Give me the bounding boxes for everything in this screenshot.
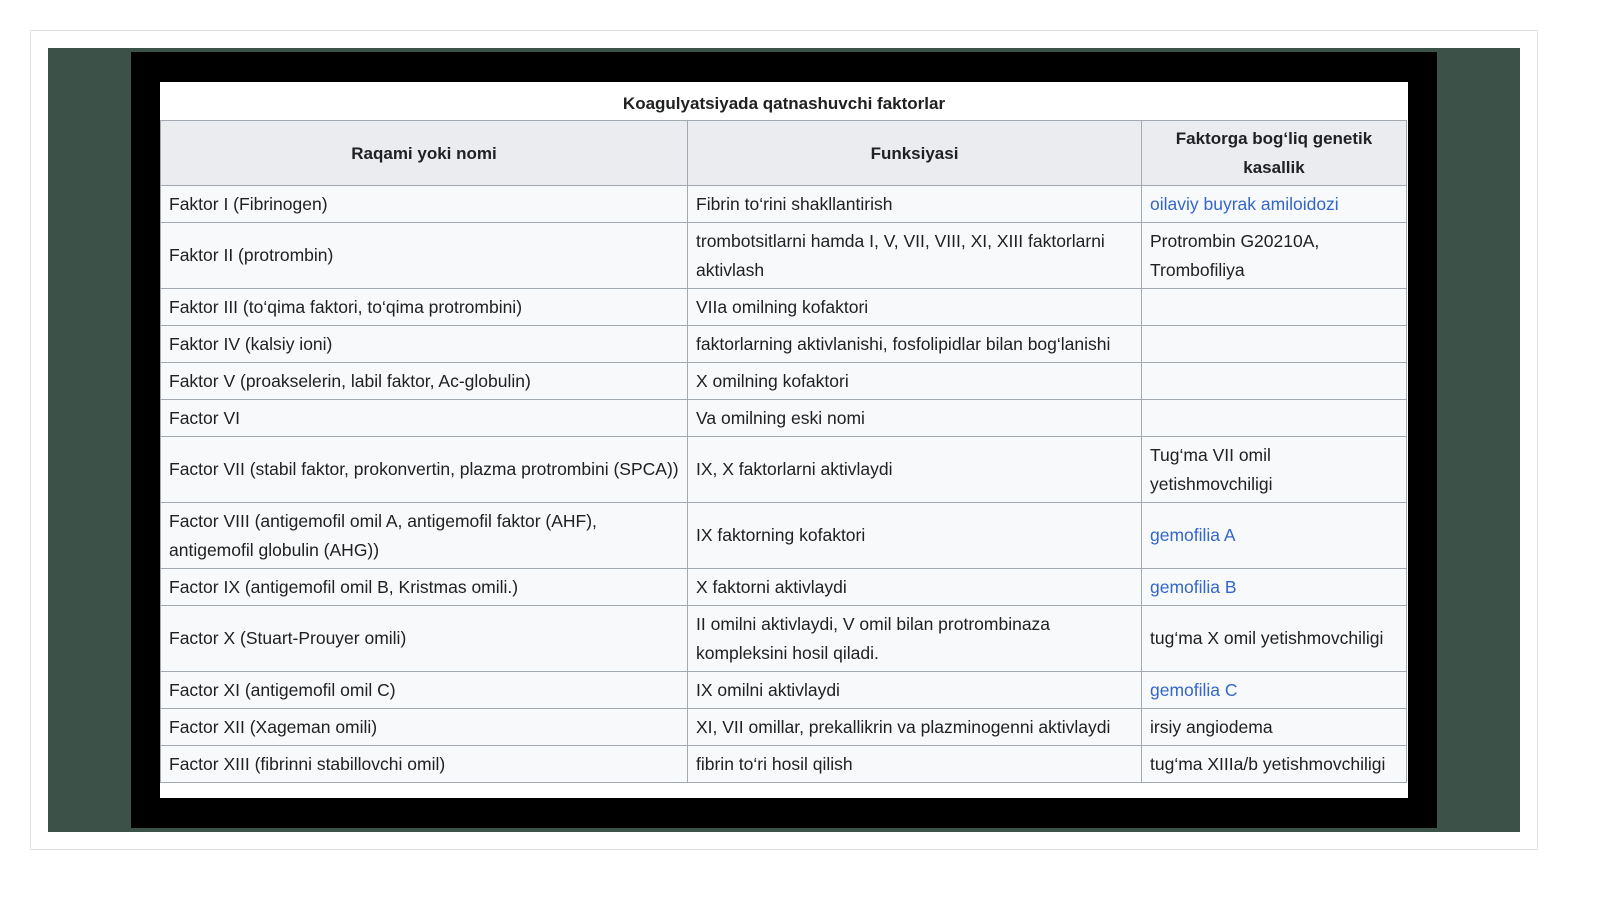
- table-row: [161, 326, 1407, 363]
- table-row: [161, 223, 1407, 289]
- table-header-row: [161, 121, 1407, 186]
- header-name: Raqami yoki nomi: [161, 121, 688, 186]
- factor-disease-link[interactable]: gemofilia C: [1142, 672, 1407, 709]
- factor-function: X faktorni aktivlaydi: [688, 569, 1142, 606]
- factor-disease: Protrombin G20210A, Trombofiliya: [1142, 223, 1407, 289]
- factor-name: Faktor II (protrombin): [161, 223, 688, 289]
- factor-name: Faktor V (proakselerin, labil faktor, Ac-globulin): [161, 363, 688, 400]
- table-row: [161, 363, 1407, 400]
- table-row: [161, 672, 1407, 709]
- factor-function: faktorlarning aktivlanishi, fosfolipidlar bilan bog‘lanishi: [688, 326, 1142, 363]
- table-row: [161, 606, 1407, 672]
- table-row: [161, 289, 1407, 326]
- header-disease: Faktorga bog‘liq genetik kasallik: [1142, 121, 1407, 186]
- factor-function: Fibrin to‘rini shakllantirish: [688, 186, 1142, 223]
- factor-name: Factor VII (stabil faktor, prokonvertin, plazma protrombini (SPCA)): [161, 437, 688, 503]
- factor-disease: Tug‘ma VII omil yetishmovchiligi: [1142, 437, 1407, 503]
- table-caption: Koagulyatsiyada qatnashuvchi faktorlar: [622, 94, 946, 113]
- factor-disease: tug‘ma X omil yetishmovchiligi: [1142, 606, 1407, 672]
- factor-disease: [1142, 289, 1407, 326]
- wikitable-container: [160, 82, 1408, 798]
- factor-disease-link[interactable]: gemofilia B: [1142, 569, 1407, 606]
- factor-function: X omilning kofaktori: [688, 363, 1142, 400]
- factor-disease: irsiy angiodema: [1142, 709, 1407, 746]
- factor-disease: [1142, 400, 1407, 437]
- factor-function: II omilni aktivlaydi, V omil bilan protrombinaza kompleksini hosil qiladi.: [688, 606, 1142, 672]
- factor-function: fibrin to‘ri hosil qilish: [688, 746, 1142, 783]
- factor-name: Factor IX (antigemofil omil B, Kristmas omili.): [161, 569, 688, 606]
- table-row: [161, 503, 1407, 569]
- table-row: [161, 400, 1407, 437]
- factor-function: XI, VII omillar, prekallikrin va plazminogenni aktivlaydi: [688, 709, 1142, 746]
- table-row: [161, 437, 1407, 503]
- factor-name: Faktor IV (kalsiy ioni): [161, 326, 688, 363]
- factor-function: IX, X faktorlarni aktivlaydi: [688, 437, 1142, 503]
- table-row: [161, 709, 1407, 746]
- factor-name: Factor XIII (fibrinni stabillovchi omil): [161, 746, 688, 783]
- table-row: [161, 569, 1407, 606]
- factor-function: IX omilni aktivlaydi: [688, 672, 1142, 709]
- factor-function: VIIa omilning kofaktori: [688, 289, 1142, 326]
- factor-name: Faktor I (Fibrinogen): [161, 186, 688, 223]
- factor-disease-link[interactable]: gemofilia A: [1142, 503, 1407, 569]
- factor-disease-link[interactable]: oilaviy buyrak amiloidozi: [1142, 186, 1407, 223]
- factor-name: Factor VIII (antigemofil omil A, antigemofil faktor (AHF), antigemofil globulin (AHG)): [161, 503, 688, 569]
- factor-disease: [1142, 326, 1407, 363]
- factor-name: Factor VI: [161, 400, 688, 437]
- factor-function: trombotsitlarni hamda I, V, VII, VIII, XI, XIII faktorlarni aktivlash: [688, 223, 1142, 289]
- factor-function: IX faktorning kofaktori: [688, 503, 1142, 569]
- factor-name: Factor X (Stuart-Prouyer omili): [161, 606, 688, 672]
- coagulation-factors-table: [160, 120, 1407, 783]
- factor-disease: tug‘ma XIIIa/b yetishmovchiligi: [1142, 746, 1407, 783]
- factor-function: Va omilning eski nomi: [688, 400, 1142, 437]
- factor-disease: [1142, 363, 1407, 400]
- table-row: [161, 186, 1407, 223]
- factor-name: Faktor III (to‘qima faktori, to‘qima protrombini): [161, 289, 688, 326]
- table-row: [161, 746, 1407, 783]
- factor-name: Factor XI (antigemofil omil C): [161, 672, 688, 709]
- header-function: Funksiyasi: [688, 121, 1142, 186]
- factor-name: Factor XII (Xageman omili): [161, 709, 688, 746]
